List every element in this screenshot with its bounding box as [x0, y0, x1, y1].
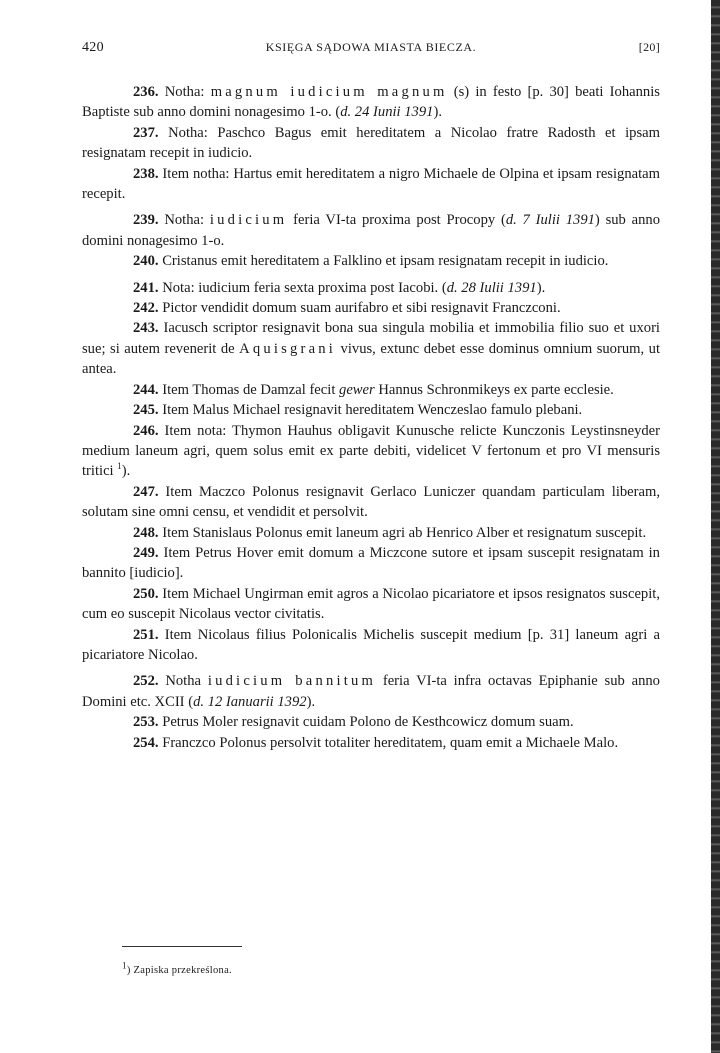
- page-header: [82, 36, 660, 60]
- entry-239: 239. Notha: iudicium feria VI-ta proxima post Procopy (d. 7 Iulii 1391) sub anno domini nonagesimo 1-o.: [82, 212, 660, 249]
- entry-247: 247. Item Maczco Polonus resignavit Gerlaco Luniczer quandam particulam liberam, solutam sine omni censu, et vendidit et persolvit.: [82, 483, 660, 521]
- entry-number: 245.: [133, 402, 159, 419]
- entry-249: 249. Item Petrus Hover emit domum a Miczcone sutore et ipsam suscepit resignatam in bannito [iudicio].: [82, 544, 660, 582]
- entry-252: 252. Notha iudicium bannitum feria VI-ta infra octavas Epiphanie sub anno Domini etc. XCII (d. 12 Ianuarii 1392).: [82, 673, 660, 710]
- scan-edge: [711, 0, 720, 1053]
- entry-number: 250.: [133, 585, 159, 602]
- entry-245: 245. Item Malus Michael resignavit hereditatem Wenczeslao famulo plebani.: [133, 402, 583, 419]
- entry-243: 243. Iacusch scriptor resignavit bona sua singula mobilia et immobilia filio suo et uxori sue; si autem revenerit de Aquisgrani vivus, extunc debet esse dominus omnium suorum, ut antea.: [82, 320, 660, 378]
- footnote-divider: [122, 946, 242, 947]
- entry-253: 253. Petrus Moler resignavit cuidam Polono de Kesthcowicz domum suam.: [133, 714, 574, 731]
- entry-number: 236.: [133, 84, 159, 100]
- entry-251: 251. Item Nicolaus filius Polonicalis Michelis suscepit medium [p. 31] laneum agri a picariatore Nicolao.: [82, 626, 660, 663]
- running-title: KSIĘGA SĄDOWA MIASTA BIECZA.: [265, 40, 477, 54]
- entry-number: 240.: [133, 253, 159, 270]
- entry-number: 246.: [133, 422, 159, 439]
- entry-241: 241. Nota: iudicium feria sexta proxima post Iacobi. (d. 28 Iulii 1391).: [133, 279, 546, 296]
- entry-236: 236. Notha: magnum iudicium magnum (s) in festo [p. 30] beati Iohannis Baptiste sub anno domini nonagesimo 1-o. (d. 24 Iunii 1391).: [82, 84, 660, 121]
- entry-240: 240. Cristanus emit hereditatem a Falklino et ipsam resignatam recepit in iudicio.: [133, 253, 609, 270]
- entry-242: 242. Pictor vendidit domum suam aurifabro et sibi resignavit Franczconi.: [133, 300, 561, 317]
- footnote: $^1$) Zapiska przekreślona.: [122, 960, 232, 976]
- entry-number: 249.: [133, 544, 159, 561]
- entry-number: 239.: [133, 212, 159, 229]
- entry-number: 237.: [133, 124, 159, 141]
- entry-248: 248. Item Stanislaus Polonus emit laneum agri ab Henrico Alber et resignatum suscepit.: [133, 524, 647, 541]
- footnote-mark: 1: [122, 960, 127, 971]
- entry-number: 251.: [133, 626, 159, 643]
- entry-254: 254. Franczco Polonus persolvit totaliter hereditatem, quam emit a Michaele Malo.: [133, 734, 619, 751]
- section-marker: [20]: [638, 40, 660, 54]
- entry-237: 237. Notha: Paschco Bagus emit hereditatem a Nicolao fratre Radosth et ipsam resignatam recepit in iudicio.: [82, 124, 660, 162]
- entry-number: 248.: [133, 524, 159, 541]
- entry-238: 238. Item notha: Hartus emit hereditatem a nigro Michaele de Olpina et ipsam resignatam recepit.: [82, 165, 660, 203]
- entry-number: 254.: [133, 734, 159, 751]
- entry-number: 244.: [133, 381, 159, 398]
- entry-number: 238.: [133, 165, 159, 182]
- entry-number: 252.: [133, 673, 159, 690]
- entry-number: 241.: [133, 279, 159, 296]
- footnote-reference: 1: [117, 461, 122, 472]
- entry-250: 250. Item Michael Ungirman emit agros a Nicolao picariatore et ipsos resignatos suscepit, cum eo suscepit Nicolaus vector civitatis.: [82, 585, 660, 623]
- entry-246: 246. Item nota: Thymon Hauhus obligavit Kunusche relicte Kunczonis Leystinsneyder medium laneum agri, quem solus emit ex parte debiti, videlicet V fertonum et pro VI mensuris tritici $^1$).: [82, 422, 660, 480]
- page-number: 420: [82, 40, 104, 55]
- page-marker: [p. 31]: [527, 626, 570, 643]
- entry-number: 247.: [133, 483, 159, 500]
- footnote-text: Zapiska przekreślona.: [133, 965, 232, 976]
- entry-number: 242.: [133, 300, 159, 317]
- entry-244: 244. Item Thomas de Damzal fecit gewer Hannus Schronmikeys ex parte ecclesie.: [133, 381, 614, 398]
- main-text: [82, 82, 660, 753]
- entry-number: 243.: [133, 320, 159, 337]
- entry-number: 253.: [133, 714, 159, 731]
- page-marker: [p. 30]: [527, 84, 569, 100]
